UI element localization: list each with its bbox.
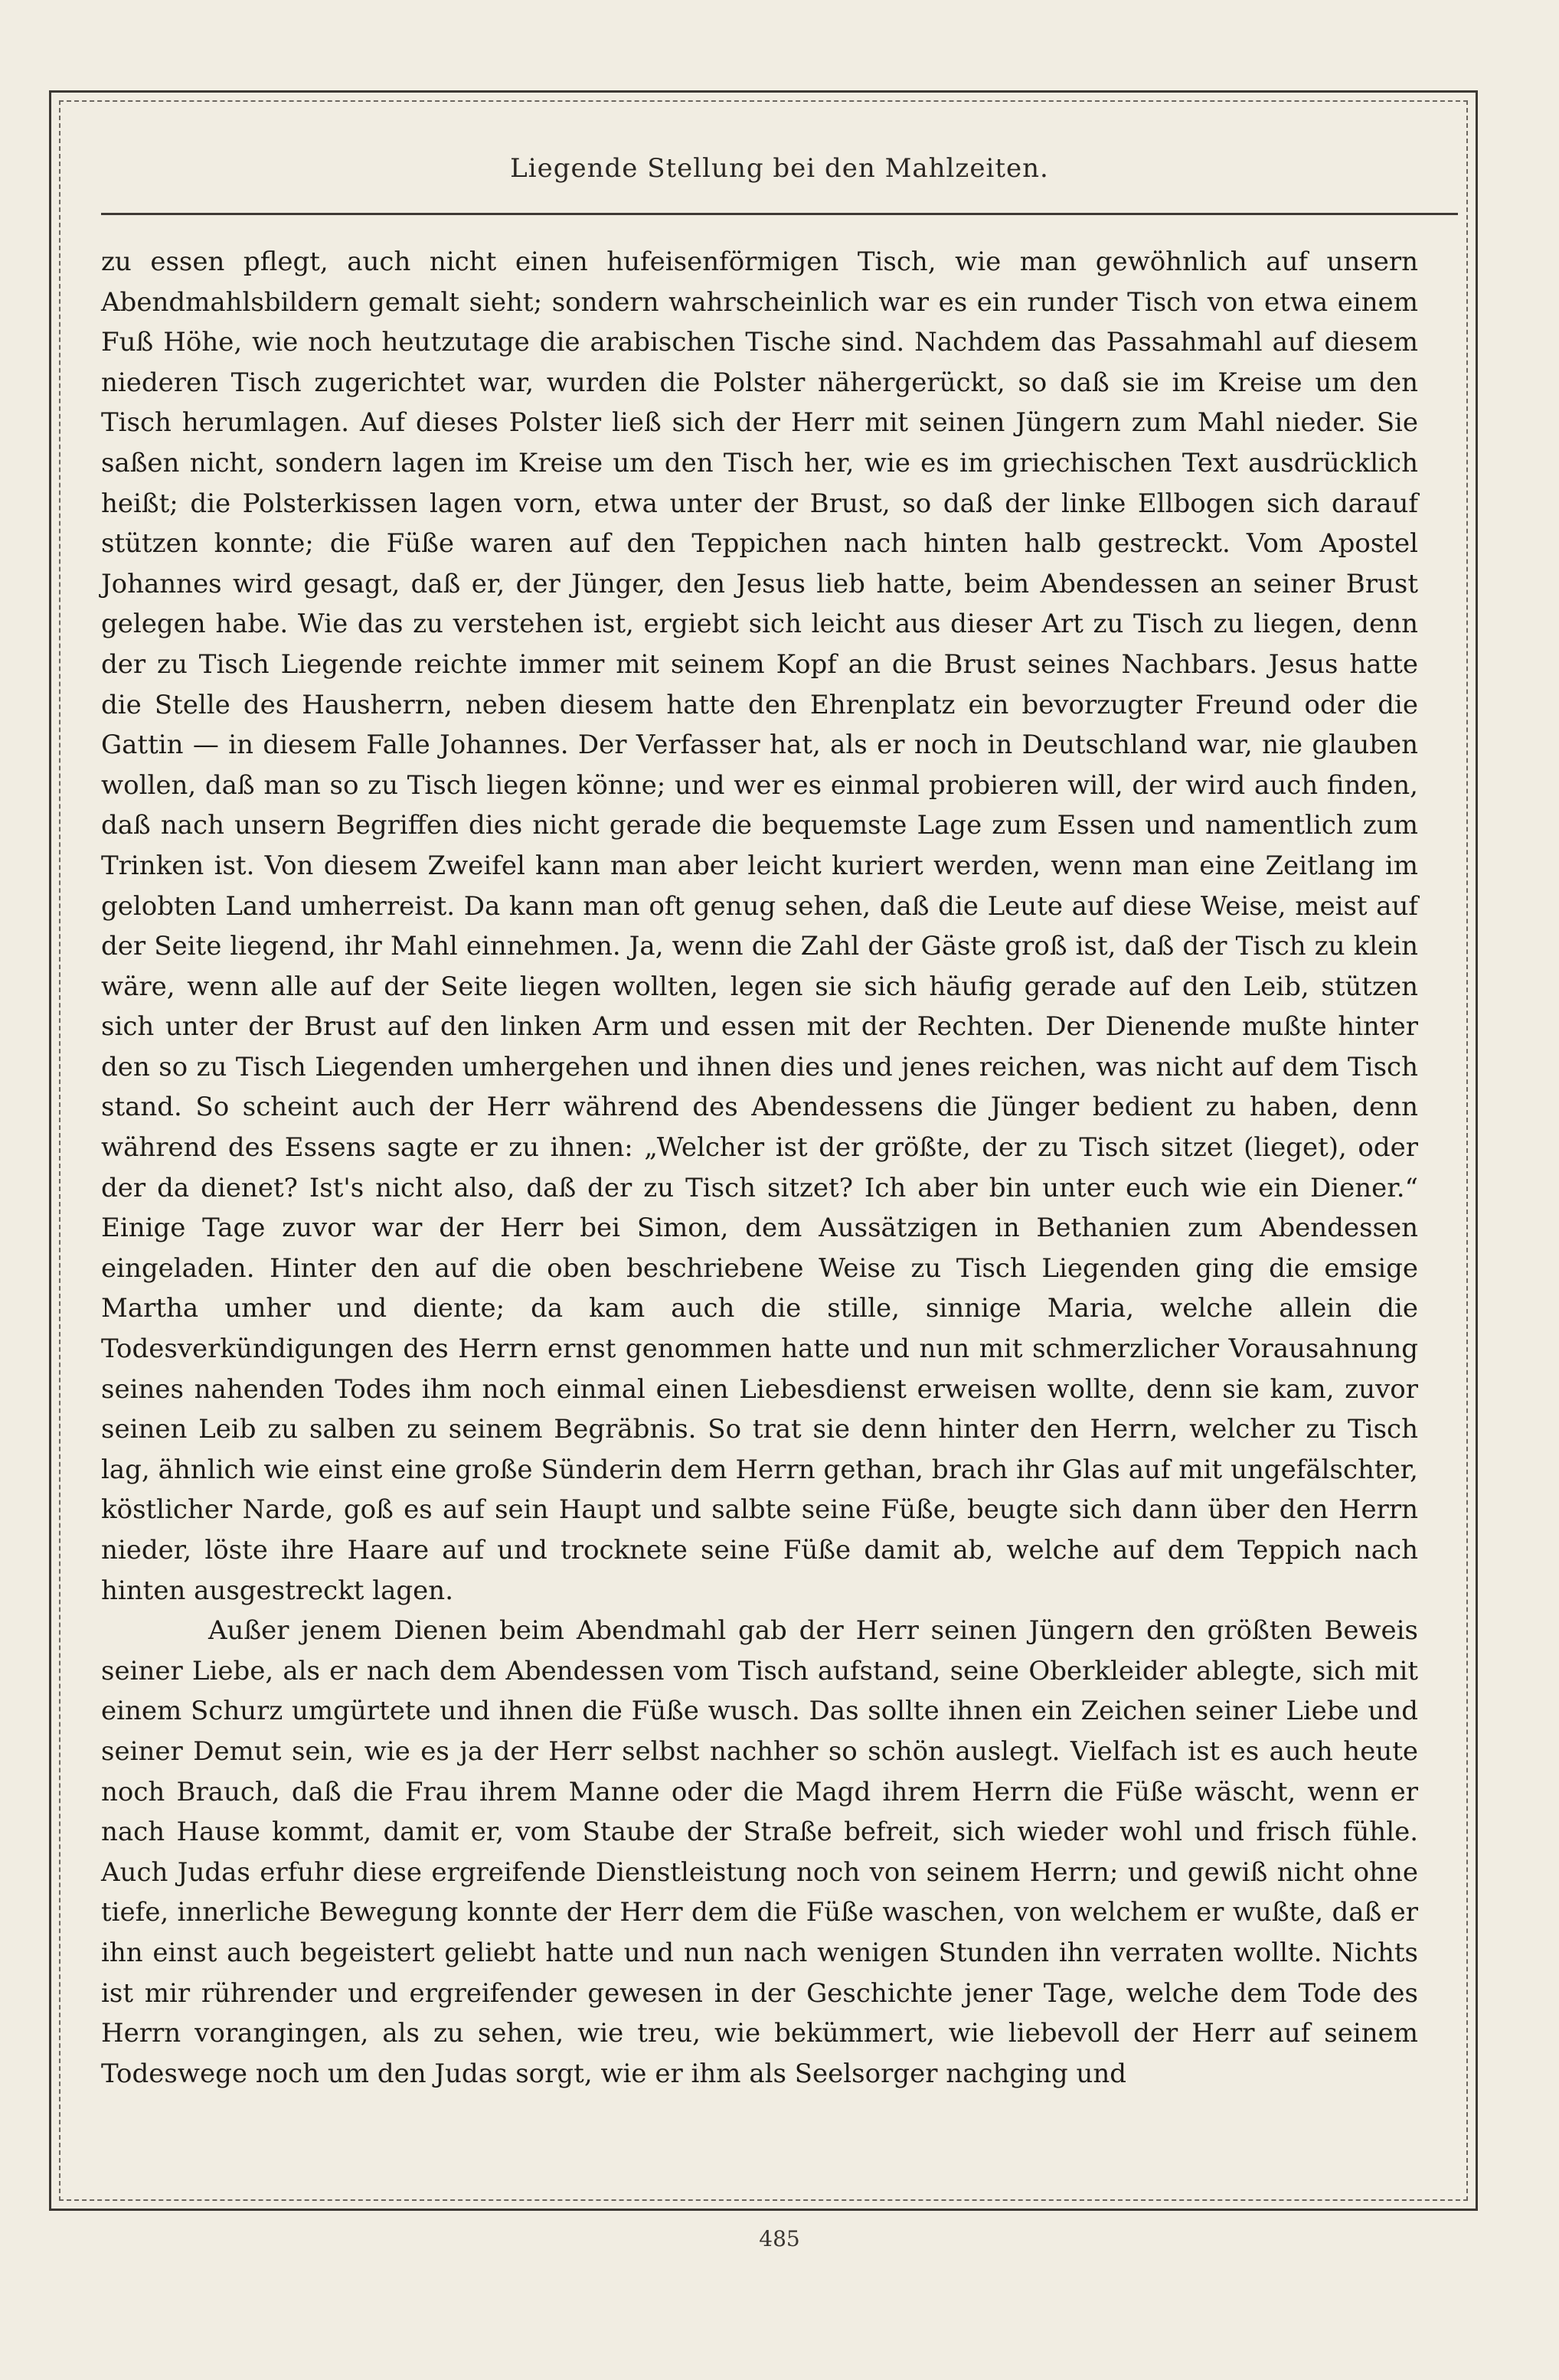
running-head: Liegende Stellung bei den Mahlzeiten. xyxy=(510,153,1049,184)
header-rule xyxy=(101,213,1458,215)
body-text xyxy=(101,242,1418,2094)
paragraph-2: Außer jenem Dienen beim Abendmahl gab der Herr seinen Jüngern den größten Beweis seiner Liebe, als er nach dem Abendessen vom Tisch aufstand, seine Oberkleider ablegte, sich mit einem Schurz umgürtete und ihnen die Füße wusch. Das sollte ihnen ein Zeichen seiner Liebe und seiner Demut sein, wie es ja der Herr selbst nachher so schön auslegt. Vielfach ist es auch heute noch Brauch, daß die Frau ihrem Manne oder die Magd ihrem Herrn die Füße wäscht, wenn er nach Hause kommt, damit er, vom Staube der Straße befreit, sich wieder wohl und frisch fühle. Auch Judas erfuhr diese ergreifende Dienstleistung noch von seinem Herrn; und gewiß nicht ohne tiefe, innerliche Bewegung konnte der Herr dem die Füße waschen, von welchem er wußte, daß er ihn einst auch begeistert geliebt hatte und nun nach wenigen Stunden ihn verraten wollte. Nichts ist mir rührender und ergreifender gewesen in der Geschichte jener Tage, welche dem Tode des Herrn vorangingen, als zu sehen, wie treu, wie bekümmert, wie liebevoll der Herr auf seinem Todeswege noch um den Judas sorgt, wie er ihm als Seelsorger nachging und xyxy=(101,1615,1418,2089)
paragraph-1: zu essen pflegt, auch nicht einen hufeisenförmigen Tisch, wie man gewöhnlich auf unsern Abendmahlsbildern gemalt sieht; sondern wahrscheinlich war es ein runder Tisch von etwa einem Fuß Höhe, wie noch heutzutage die arabischen Tische sind. Nachdem das Passahmahl auf diesem niederen Tisch zugerichtet war, wurden die Polster nähergerückt, so daß sie im Kreise um den Tisch herumlagen. Auf dieses Polster ließ sich der Herr mit seinen Jüngern zum Mahl nieder. Sie saßen nicht, sondern lagen im Kreise um den Tisch her, wie es im griechischen Text ausdrücklich heißt; die Polsterkissen lagen vorn, etwa unter der Brust, so daß der linke Ellbogen sich darauf stützen konnte; die Füße waren auf den Teppichen nach hinten halb gestreckt. Vom Apostel Johannes wird gesagt, daß er, der Jünger, den Jesus lieb hatte, beim Abendessen an seiner Brust gelegen habe. Wie das zu verstehen ist, ergiebt sich leicht aus dieser Art zu Tisch zu liegen, denn der zu Tisch Liegende reichte immer mit seinem Kopf an die Brust seines Nachbars. Jesus hatte die Stelle des Hausherrn, neben diesem hatte den Ehrenplatz ein bevorzugter Freund oder die Gattin — in diesem Falle Johannes. Der Verfasser hat, als er noch in Deutschland war, nie glauben wollen, daß man so zu Tisch liegen könne; und wer es einmal probieren will, der wird auch finden, daß nach unsern Begriffen dies nicht gerade die bequemste Lage zum Essen und namentlich zum Trinken ist. Von diesem Zweifel kann man aber leicht kuriert werden, wenn man eine Zeitlang im gelobten Land umherreist. Da kann man oft genug sehen, daß die Leute auf diese Weise, meist auf der Seite liegend, ihr Mahl einnehmen. Ja, wenn die Zahl der Gäste groß ist, daß der Tisch zu klein wäre, wenn alle auf der Seite liegen wollten, legen sie sich häufig gerade auf den Leib, stützen sich unter der Brust auf den linken Arm und essen mit der Rechten. Der Dienende mußte hinter den so zu Tisch Liegenden umhergehen und ihnen dies und jenes reichen, was nicht auf dem Tisch stand. So scheint auch der Herr während des Abendessens die Jünger bedient zu haben, denn während des Essens sagte er zu ihnen: „Welcher ist der größte, der zu Tisch sitzet (lieget), oder der da dienet? Ist's nicht also, daß der zu Tisch sitzet? Ich aber bin unter euch wie ein Diener.“ Einige Tage zuvor war der Herr bei Simon, dem Aussätzigen in Bethanien zum Abendessen eingeladen. Hinter den auf die oben beschriebene Weise zu Tisch Liegenden ging die emsige Martha umher und diente; da kam auch die stille, sinnige Maria, welche allein die Todesverkündigungen des Herrn ernst genommen hatte und nun mit schmerzlicher Vorausahnung seines nahenden Todes ihm noch einmal einen Liebesdienst erweisen wollte, denn sie kam, zuvor seinen Leib zu salben zu seinem Begräbnis. So trat sie denn hinter den Herrn, welcher zu Tisch lag, ähnlich wie einst eine große Sünderin dem Herrn gethan, brach ihr Glas auf mit ungefälschter, köstlicher Narde, goß es auf sein Haupt und salbte seine Füße, beugte sich dann über den Herrn nieder, löste ihre Haare auf und trocknete seine Füße damit ab, welche auf dem Teppich nach hinten ausgestreckt lagen. xyxy=(101,246,1418,1606)
page-number: 485 xyxy=(759,2226,800,2251)
